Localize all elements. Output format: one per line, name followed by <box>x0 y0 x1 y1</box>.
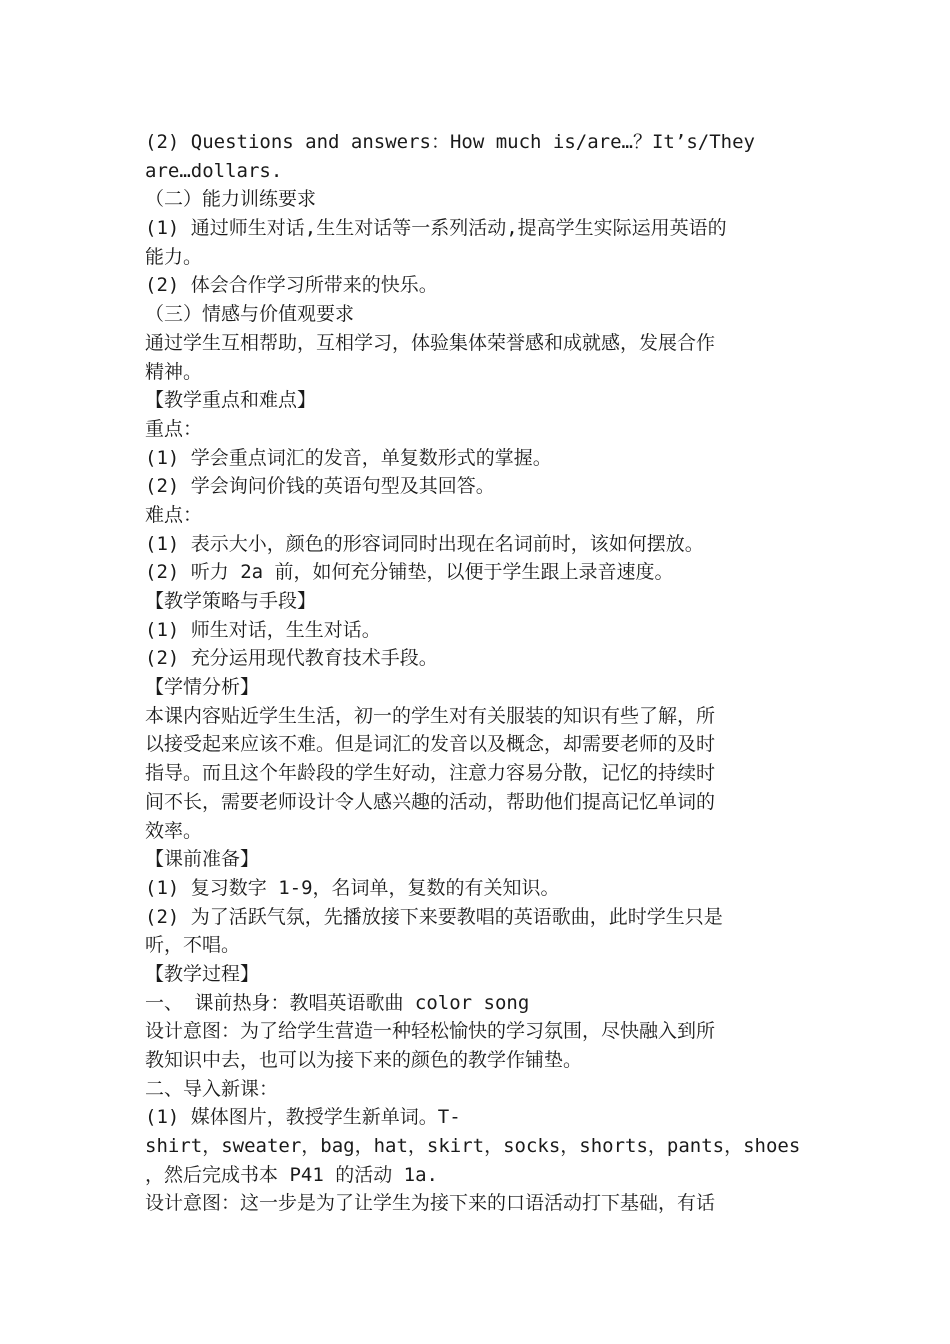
text-line-2: are…dollars. <box>145 159 283 182</box>
text-line-13: (2) 学会询问价钱的英语句型及其回答。 <box>145 475 495 498</box>
text-line-29: 听，不唱。 <box>145 934 241 957</box>
text-line-16: (2) 听力 2a 前，如何充分铺垫，以便于学生跟上录音速度。 <box>145 561 674 584</box>
document-body <box>145 128 805 1218</box>
text-line-5: 能力。 <box>145 245 203 268</box>
text-line-22: 以接受起来应该不难。但是词汇的发音以及概念，却需要老师的及时 <box>145 733 716 756</box>
text-line-21: 本课内容贴近学生生活，初一的学生对有关服装的知识有些了解，所 <box>145 704 716 727</box>
text-line-20: 【学情分析】 <box>145 676 260 699</box>
text-line-23: 指导。而且这个年龄段的学生好动，注意力容易分散，记忆的持续时 <box>145 762 716 785</box>
text-line-38: 设计意图：这一步是为了让学生为接下来的口语活动打下基础，有话 <box>145 1192 716 1215</box>
text-line-28: (2) 为了活跃气氛，先播放接下来要教唱的英语歌曲，此时学生只是 <box>145 905 723 928</box>
text-line-10: 【教学重点和难点】 <box>145 389 317 412</box>
text-line-3: （二）能力训练要求 <box>145 188 317 211</box>
text-line-30: 【教学过程】 <box>145 962 260 985</box>
text-line-4: (1) 通过师生对话,生生对话等一系列活动,提高学生实际运用英语的 <box>145 217 727 240</box>
text-line-11: 重点： <box>145 417 203 440</box>
text-line-27: (1) 复习数字 1-9，名词单，复数的有关知识。 <box>145 876 560 899</box>
text-line-25: 效率。 <box>145 819 203 842</box>
text-line-12: (1) 学会重点词汇的发音，单复数形式的掌握。 <box>145 446 552 469</box>
text-line-18: (1) 师生对话，生生对话。 <box>145 618 381 641</box>
text-line-17: 【教学策略与手段】 <box>145 590 317 612</box>
text-line-33: 教知识中去，也可以为接下来的颜色的教学作铺垫。 <box>145 1049 583 1071</box>
text-line-34: 二、导入新课： <box>145 1077 279 1100</box>
text-line-9: 精神。 <box>145 360 203 383</box>
text-line-36: shirt，sweater，bag，hat，skirt，socks，shorts，pants，shoes <box>145 1135 801 1158</box>
text-line-1: (2) Questions and answers：How much is/are…？It’s/They <box>145 131 755 153</box>
text-line-7: （三）情感与价值观要求 <box>145 303 355 326</box>
text-line-8: 通过学生互相帮助，互相学习，体验集体荣誉感和成就感，发展合作 <box>145 331 716 354</box>
text-line-24: 间不长，需要老师设计令人感兴趣的活动，帮助他们提高记忆单词的 <box>145 790 716 813</box>
text-line-37: ，然后完成书本 P41 的活动 1a. <box>145 1163 438 1186</box>
text-line-32: 设计意图：为了给学生营造一种轻松愉快的学习氛围，尽快融入到所 <box>145 1020 716 1043</box>
text-line-26: 【课前准备】 <box>145 848 260 871</box>
text-line-15: (1) 表示大小，颜色的形容词同时出现在名词前时，该如何摆放。 <box>145 532 704 555</box>
text-line-35: (1) 媒体图片，教授学生新单词。T- <box>145 1106 461 1129</box>
text-line-14: 难点： <box>145 503 203 526</box>
text-line-19: (2) 充分运用现代教育技术手段。 <box>145 647 438 670</box>
text-line-6: (2) 体会合作学习所带来的快乐。 <box>145 274 438 297</box>
text-line-31: 一、 课前热身：教唱英语歌曲 color song <box>145 991 530 1014</box>
